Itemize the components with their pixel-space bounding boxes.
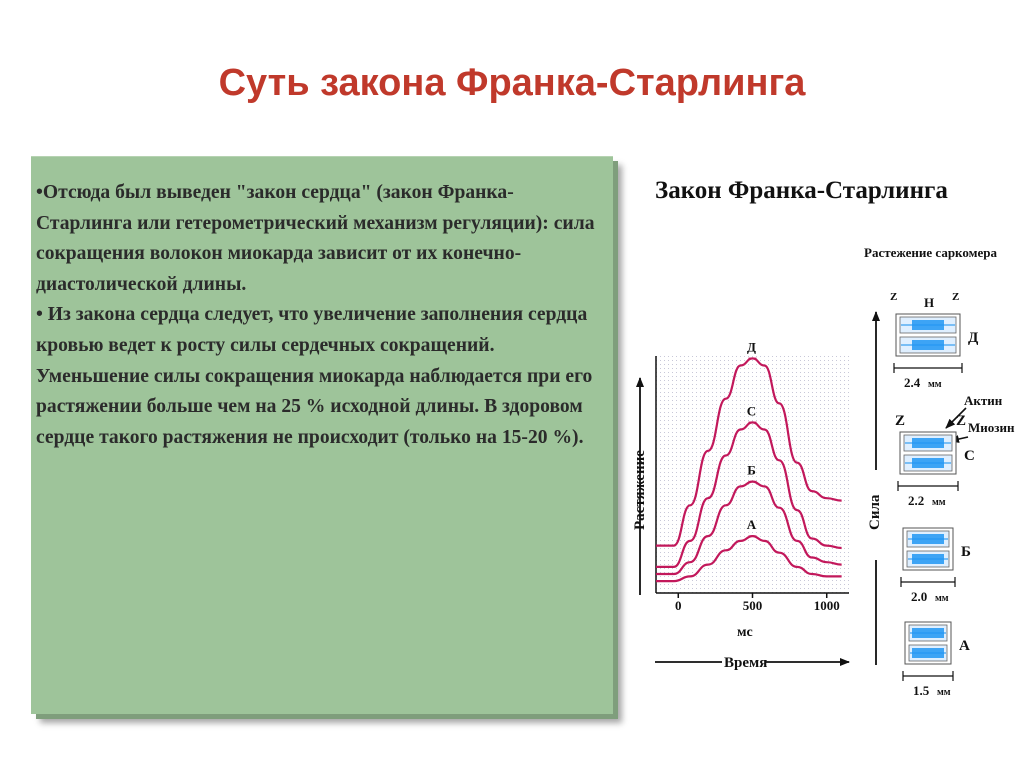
sarcomere-letter: А xyxy=(959,638,970,654)
sarcomere-А xyxy=(903,622,970,698)
myosin-filament xyxy=(912,554,944,564)
myosin-filament xyxy=(912,458,944,468)
sarcomere-length-unit: мм xyxy=(928,379,942,390)
myosin-filament xyxy=(912,340,944,350)
chart-ticks xyxy=(675,593,840,613)
paragraph-heart-law: •Отсюда был выведен "закон сердца" (закон Франка-Старлинга или гетерометрический механизм регуляции): сила сокращения волокон миокарда зависит от их конечно-диастолической длины. xyxy=(36,182,595,295)
sarcomere-length: 2.2 xyxy=(908,493,925,508)
curve-label: Б xyxy=(747,462,756,478)
sarcomere-length-unit: мм xyxy=(937,687,951,698)
sarcomere-panel xyxy=(864,245,1015,698)
text-panel-content xyxy=(36,178,608,453)
chart-x-unit: мс xyxy=(737,625,753,640)
sarcomere-length: 2.0 xyxy=(911,589,928,604)
slide-title: Суть закона Франка-Старлинга xyxy=(218,62,806,104)
sarcomere-length: 1.5 xyxy=(913,683,930,698)
sarcomere-list xyxy=(894,314,979,698)
paragraph-consequences: • Из закона сердца следует, что увеличение заполнения сердца кровью ведет к росту силы сердечных сокращений. Уменьшение силы сокращения миокарда наблюдается при его растяжении больше чем на 25 % исходной длины. В здоровом сердце такого растяжения не происходит (только на 15-20 %). xyxy=(36,304,593,448)
sarcomere-heading: Растежение саркомера xyxy=(864,245,997,260)
x-tick-label: 1000 xyxy=(813,598,840,613)
sarcomere-length: 2.4 xyxy=(904,375,921,390)
myosin-filament xyxy=(912,438,944,448)
frank-starling-figure xyxy=(620,150,1024,710)
myosin-label: Миозин xyxy=(968,420,1015,435)
force-label: Сила xyxy=(867,494,883,530)
sarcomere-letter: Б xyxy=(961,544,971,560)
actin-label: Актин xyxy=(964,393,1003,408)
myosin-filament xyxy=(912,320,944,330)
sarcomere-letter: Д xyxy=(968,330,979,346)
myosin-filament xyxy=(912,648,944,658)
figure-heading: Закон Франка-Старлинга xyxy=(655,177,948,204)
z-label-left: Z xyxy=(895,413,906,429)
curve-label: С xyxy=(746,403,757,419)
chart-x-label: Время xyxy=(724,655,768,671)
sarcomere-length-unit: мм xyxy=(935,593,949,604)
sarcomere-Д xyxy=(894,314,979,390)
curve-label: Д xyxy=(747,339,756,355)
chart xyxy=(632,339,849,671)
z-label-top-left: Z xyxy=(890,291,898,303)
sarcomere-С xyxy=(898,432,975,508)
sarcomere-letter: С xyxy=(964,448,975,464)
sarcomere-length-unit: мм xyxy=(932,497,946,508)
x-tick-label: 0 xyxy=(675,598,682,613)
curve-label: А xyxy=(746,517,757,533)
z-label-top-right: Z xyxy=(952,291,960,303)
sarcomere-Б xyxy=(901,528,971,604)
myosin-filament xyxy=(912,534,944,544)
myosin-filament xyxy=(912,628,944,638)
z-label-right: Z xyxy=(956,413,967,429)
text-panel xyxy=(31,156,613,714)
h-label: H xyxy=(924,295,935,310)
x-tick-label: 500 xyxy=(742,598,763,613)
chart-y-label: Растяжение xyxy=(632,450,648,530)
